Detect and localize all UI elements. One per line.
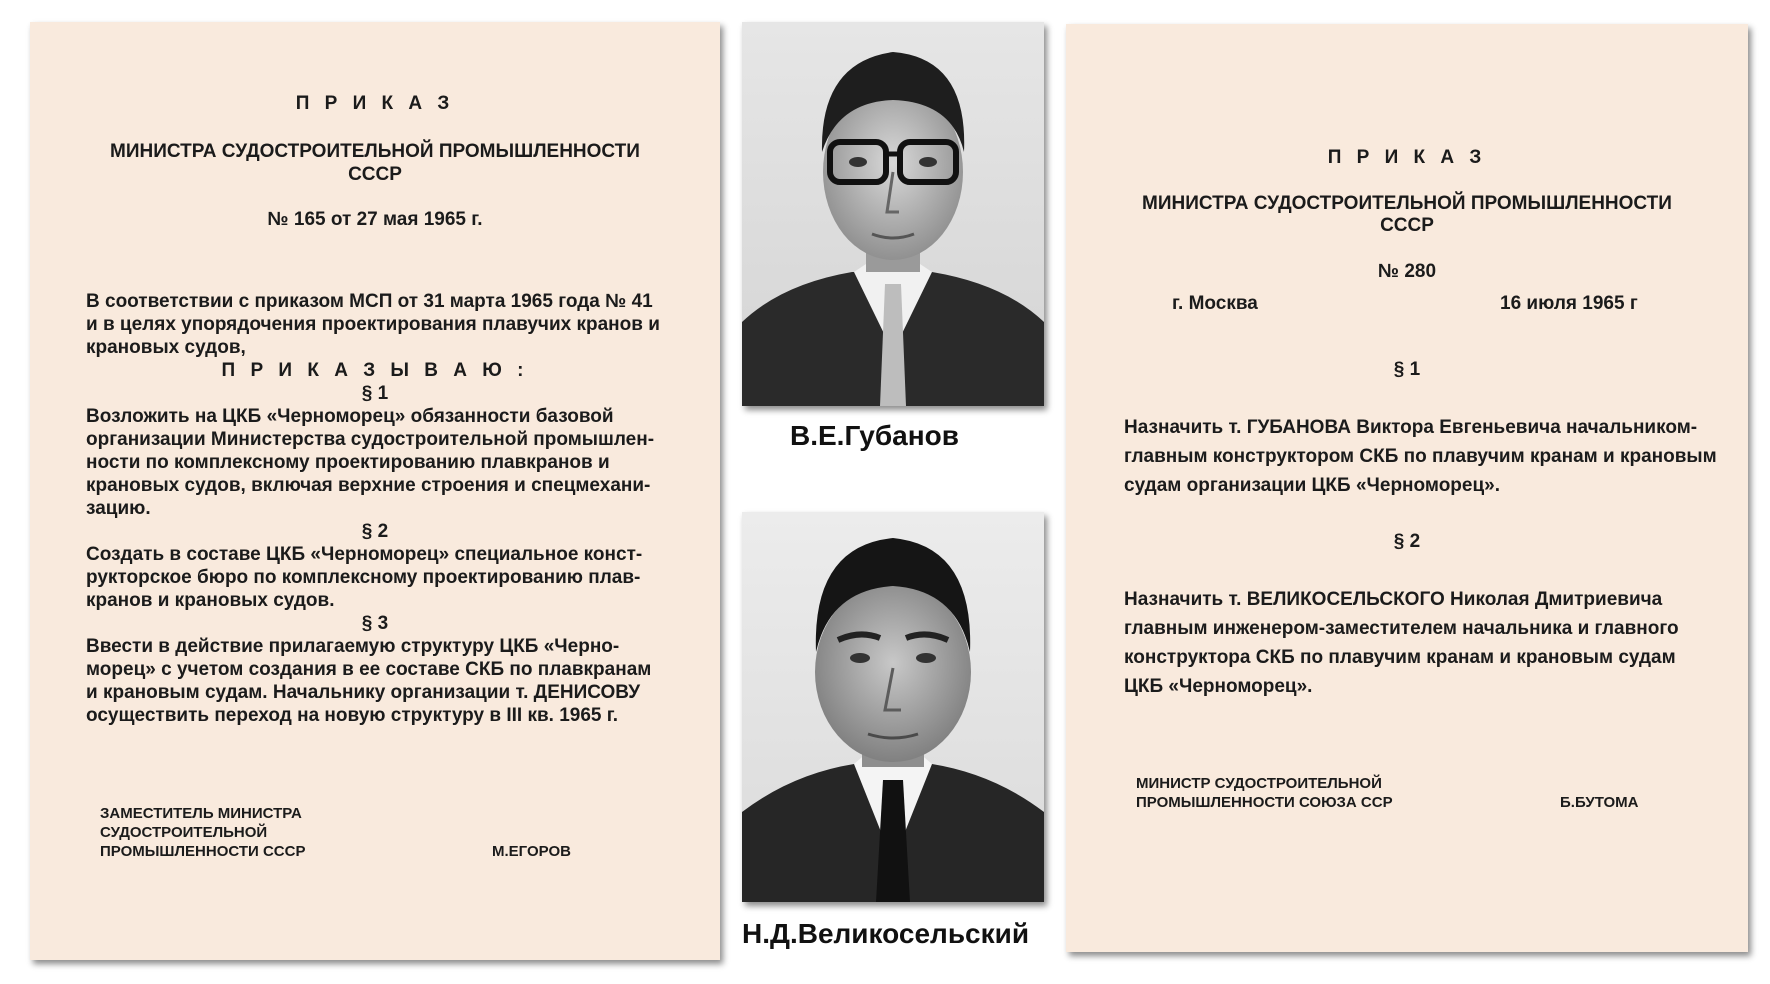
section-1-line: крановых судов, включая верхние строения и спецмехани- bbox=[86, 475, 651, 496]
section-3-line: и крановым судам. Начальнику организации т. ДЕНИСОВУ bbox=[86, 682, 641, 703]
section-2-heading: § 2 bbox=[361, 521, 389, 542]
section-2-line: главным инженером-заместителем начальника и главного bbox=[1124, 618, 1679, 639]
order-number: № 280 bbox=[1377, 261, 1437, 282]
signatory-title-line: ПРОМЫШЛЕННОСТИ СОЮЗА ССР bbox=[1136, 794, 1393, 811]
portrait-photo-gubanov bbox=[742, 22, 1044, 406]
section-3-line: морец» с учетом создания в ее составе СКБ по плавкранам bbox=[86, 659, 652, 680]
section-1-line: Назначить т. ГУБАНОВА Виктора Евгеньевича начальником- bbox=[1124, 417, 1698, 438]
section-3-heading: § 3 bbox=[361, 613, 389, 634]
signatory-title-line: МИНИСТР СУДОСТРОИТЕЛЬНОЙ bbox=[1136, 775, 1382, 792]
portrait-gubanov-image bbox=[742, 22, 1044, 406]
signatory-title-line: ПРОМЫШЛЕННОСТИ СССР bbox=[100, 843, 306, 860]
order-city: г. Москва bbox=[1172, 293, 1258, 314]
section-2-line: рукторское бюро по комплексному проектированию плав- bbox=[86, 567, 641, 588]
section-1-line: главным конструктором СКБ по плавучим кранам и крановым bbox=[1124, 446, 1717, 467]
signatory-title-line: СУДОСТРОИТЕЛЬНОЙ bbox=[100, 824, 268, 841]
order-title: П Р И К А З bbox=[1327, 147, 1487, 168]
ministry-line: МИНИСТРА СУДОСТРОИТЕЛЬНОЙ ПРОМЫШЛЕННОСТИ bbox=[1142, 193, 1672, 214]
section-2-line: кранов и крановых судов. bbox=[86, 590, 335, 611]
intro-line: и в целях упорядочения проектирования плавучих кранов и bbox=[86, 314, 660, 335]
order-165-document bbox=[30, 22, 720, 960]
section-1-heading: § 1 bbox=[361, 383, 389, 404]
order-280-document bbox=[1066, 24, 1748, 952]
order-number: № 165 от 27 мая 1965 г. bbox=[267, 209, 483, 230]
section-3-line: осуществить переход на новую структуру в III кв. 1965 г. bbox=[86, 705, 619, 726]
order-date: 16 июля 1965 г bbox=[1500, 293, 1638, 314]
section-1-line: ности по комплексному проектированию плавкранов и bbox=[86, 452, 610, 473]
ministry-line: МИНИСТРА СУДОСТРОИТЕЛЬНОЙ ПРОМЫШЛЕННОСТИ bbox=[110, 141, 640, 162]
section-1-heading: § 1 bbox=[1393, 359, 1421, 380]
section-1-line: организации Министерства судостроительной промышлен- bbox=[86, 429, 655, 450]
section-3-line: Ввести в действие прилагаемую структуру ЦКБ «Черно- bbox=[86, 636, 620, 657]
signatory-name: М.ЕГОРОВ bbox=[492, 843, 571, 860]
section-2-line: Создать в составе ЦКБ «Черноморец» специальное конст- bbox=[86, 544, 643, 565]
intro-line: В соответствии с приказом МСП от 31 марта 1965 года № 41 bbox=[86, 291, 653, 312]
ministry-line-2: СССР bbox=[1380, 215, 1434, 236]
portrait-velikoselsky-image bbox=[742, 512, 1044, 902]
order-title: П Р И К А З bbox=[295, 93, 455, 114]
section-1-line: Возложить на ЦКБ «Черноморец» обязанности базовой bbox=[86, 406, 614, 427]
portrait-photo-velikoselsky bbox=[742, 512, 1044, 902]
portrait-caption-gubanov: В.Е.Губанов bbox=[790, 420, 959, 451]
portrait-caption-velikoselsky: Н.Д.Великосельский bbox=[742, 918, 1030, 949]
section-1-line: зацию. bbox=[86, 498, 151, 519]
intro-line: крановых судов, bbox=[86, 337, 246, 358]
section-2-line: ЦКБ «Черноморец». bbox=[1124, 676, 1313, 697]
section-2-heading: § 2 bbox=[1393, 531, 1421, 552]
section-2-line: конструктора СКБ по плавучим кранам и крановым судам bbox=[1124, 647, 1676, 668]
order-word: П Р И К А З Ы В А Ю : bbox=[221, 360, 529, 381]
signatory-title-line: ЗАМЕСТИТЕЛЬ МИНИСТРА bbox=[100, 805, 302, 822]
section-1-line: судам организации ЦКБ «Черноморец». bbox=[1124, 475, 1500, 496]
signatory-name: Б.БУТОМА bbox=[1560, 794, 1639, 811]
ministry-line-2: СССР bbox=[348, 164, 402, 185]
section-2-line: Назначить т. ВЕЛИКОСЕЛЬСКОГО Николая Дмитриевича bbox=[1124, 589, 1663, 610]
